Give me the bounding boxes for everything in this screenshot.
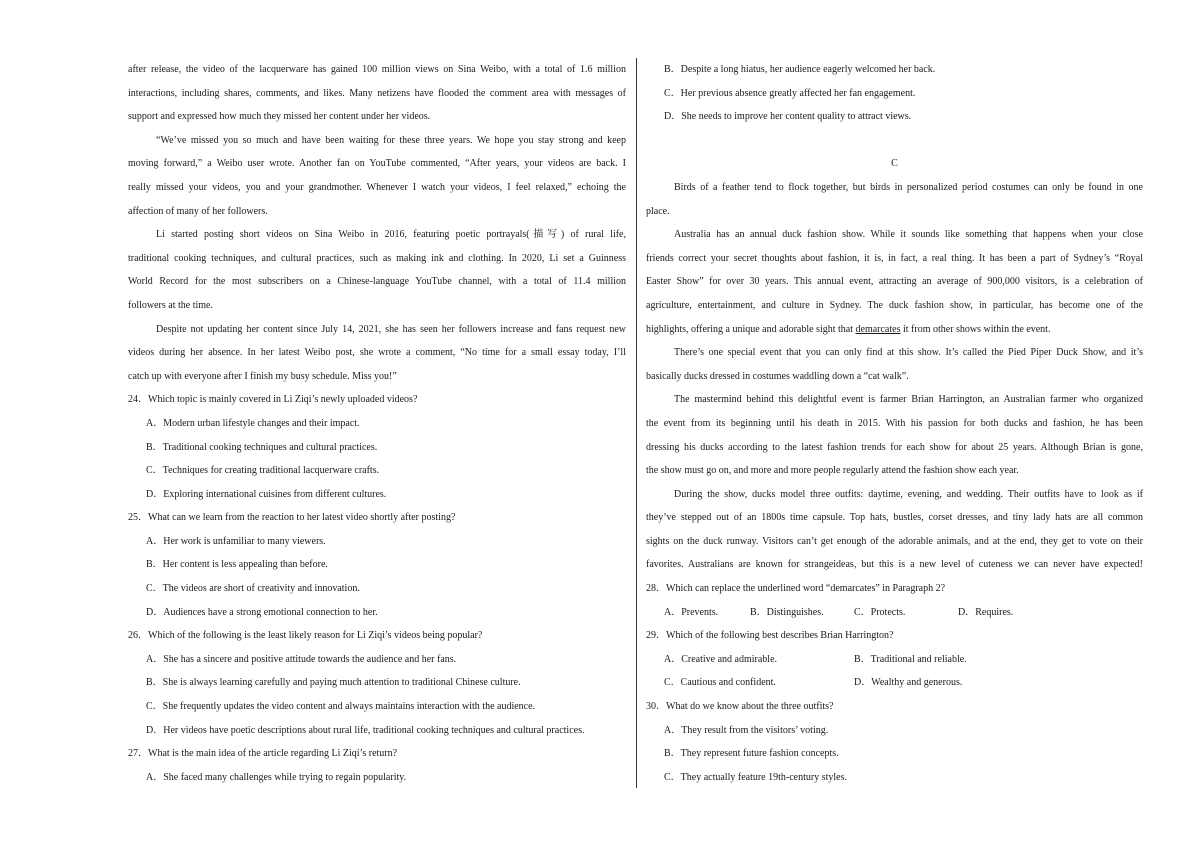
- text-line: dressing his ducks according to the latest fashion trends for each show for about 25 years. Although Brian is gone,: [646, 441, 1143, 453]
- question-30: [646, 695, 1143, 789]
- text-line: During the show, ducks model three outfits: daytime, evening, and wedding. Their outfits have to look as if: [674, 488, 1143, 500]
- answer-option-a[interactable]: A．They result from the visitors’ voting.: [664, 724, 829, 736]
- text-line: Easter Show” for over 30 years. This annual event, attracting an average of 900,000 visitors, is a celebration of: [646, 276, 1143, 288]
- question-28: [646, 577, 1143, 624]
- underlined-word: demarcates: [855, 323, 901, 335]
- question-26: [128, 624, 626, 742]
- passage-c-paragraph-4: [646, 388, 1143, 482]
- text-line: moving forward,” a Weibo user wrote. Another fan on YouTube commented, “After years, your videos are back. I: [128, 158, 626, 170]
- passage-c-paragraph-3: [646, 341, 1143, 388]
- text-line: “We’ve missed you so much and have been waiting for these three years. We hope you stay strong and keep: [156, 134, 626, 146]
- passage-c-paragraph-1: [646, 176, 1143, 223]
- text-line: support and expressed how much they missed her content under her videos.: [128, 111, 431, 123]
- text-line: traditional cooking techniques, and cultural practices, such as making ink and clothing. In 2020, Li set a Guinness: [128, 252, 626, 264]
- text-line: Birds of a feather tend to flock together, but birds in personalized period costumes can only be found in one: [674, 181, 1143, 193]
- answer-option-b[interactable]: B．They represent future fashion concepts.: [664, 748, 839, 760]
- text-line: Australia has an annual duck fashion show. While it sounds like something that happens when your close: [674, 229, 1143, 241]
- spacer: [646, 129, 1143, 153]
- text-line: place.: [646, 205, 670, 217]
- answer-option-d[interactable]: D．Wealthy and generous.: [854, 677, 963, 689]
- answer-option-b[interactable]: B．Despite a long hiatus, her audience eagerly welcomed her back.: [664, 64, 936, 75]
- question-25: [128, 506, 626, 624]
- answer-option-c[interactable]: C．They actually feature 19th-century styles.: [664, 771, 847, 783]
- text-line: basically ducks dressed in costumes waddling down a “cat walk”.: [646, 370, 909, 382]
- text-line: after release, the video of the lacquerware has gained 100 million views on Sina Weibo, with a total of 1.6 million: [128, 64, 626, 75]
- answer-option-a[interactable]: A．Modern urban lifestyle changes and their impact.: [146, 417, 360, 429]
- question-stem: 26．Which of the following is the least likely reason for Li Ziqi’s videos being popular?: [128, 630, 483, 642]
- answer-option-c[interactable]: C．Her previous absence greatly affected her fan engagement.: [664, 87, 916, 99]
- paragraph-2: [128, 129, 626, 223]
- answer-option-d[interactable]: D．She needs to improve her content quality to attract views.: [664, 111, 912, 123]
- column-divider: [636, 58, 637, 788]
- text-line: Li started posting short videos on Sina Weibo in 2016, featuring poetic portrayals(描写) of rural life,: [156, 229, 626, 241]
- answer-option-d[interactable]: D．Requires.: [958, 606, 1014, 618]
- question-stem: 25．What can we learn from the reaction to her latest video shortly after posting?: [128, 512, 456, 524]
- question-stem: 24．Which topic is mainly covered in Li Ziqi’s newly uploaded videos?: [128, 394, 418, 406]
- text-segment: highlights, offering a unique and adorable sight that: [646, 323, 856, 335]
- question-stem: 29．Which of the following best describes Brian Harrington?: [646, 630, 894, 642]
- options-row: [646, 601, 1143, 625]
- options-row: [646, 671, 1143, 695]
- text-line: catch up with everyone after I finish my busy schedule. Miss you!”: [128, 370, 397, 382]
- text-line: The mastermind behind this delightful event is farmer Brian Harrington, an Australian farmer who organized: [674, 394, 1143, 406]
- text-line: the show must go on, and more and more people regularly attend the fashion show each year.: [646, 465, 1019, 477]
- answer-option-a[interactable]: A．She faced many challenges while trying to regain popularity.: [146, 771, 407, 783]
- left-column: [128, 58, 626, 789]
- answer-option-b[interactable]: B．Her content is less appealing than before.: [146, 559, 328, 571]
- options-row: [646, 648, 1143, 672]
- passage-c-paragraph-2: [646, 223, 1143, 341]
- text-line: sights on the duck runway. Visitors can’t get enough of the adorable animals, and at the end, they get to vote on their: [646, 535, 1143, 547]
- answer-option-c[interactable]: C．Cautious and confident.: [664, 677, 776, 689]
- question-stem: 30．What do we know about the three outfits?: [646, 701, 834, 713]
- paragraph-1: [128, 58, 626, 129]
- answer-option-a[interactable]: A．Her work is unfamiliar to many viewers.: [146, 535, 326, 547]
- question-27: [128, 742, 626, 789]
- text-line: friends correct your secret thoughts about fashion, it is, in fact, a real thing. It has been a part of Sydney’s “Royal: [646, 252, 1143, 264]
- question-24: [128, 388, 626, 506]
- question-27-continued: [646, 58, 1143, 129]
- text-line: interactions, including shares, comments, and likes. Many netizens have flooded the comment area with messages of: [128, 87, 626, 99]
- text-line: There’s one special event that you can only find at this show. It’s called the Pied Piper Duck Show, and it’s: [674, 347, 1143, 359]
- text-line: affection of many of her followers.: [128, 205, 268, 217]
- answer-option-c[interactable]: C．Techniques for creating traditional lacquerware crafts.: [146, 465, 380, 477]
- answer-option-b[interactable]: B．Traditional and reliable.: [854, 653, 967, 665]
- answer-option-c[interactable]: C．She frequently updates the video content and always maintains interaction with the audience.: [146, 701, 536, 713]
- answer-option-c[interactable]: C．Protects.: [854, 606, 906, 618]
- text-segment: it from other shows within the event.: [900, 323, 1051, 335]
- paragraph-4: [128, 318, 626, 389]
- question-29: [646, 624, 1143, 695]
- text-line: agriculture, entertainment, and culture in Sydney. The duck fashion show, in particular, has become one of the: [646, 299, 1143, 311]
- answer-option-c[interactable]: C．The videos are short of creativity and innovation.: [146, 583, 360, 595]
- question-stem: 28．Which can replace the underlined word “demarcates” in Paragraph 2?: [646, 583, 946, 595]
- answer-option-b[interactable]: B．Traditional cooking techniques and cultural practices.: [146, 441, 378, 453]
- text-line: the event from its beginning until his death in 2015. With his passion for both ducks and fashion, he has been: [646, 417, 1143, 429]
- answer-option-b[interactable]: B．Distinguishes.: [750, 606, 824, 618]
- text-line: really missed your videos, you and your grandmother. Whenever I watch your videos, I feel relaxed,” echoing the: [128, 181, 626, 193]
- text-line: [646, 318, 1143, 342]
- text-line: followers at the time.: [128, 299, 213, 311]
- text-line: World Record for the most subscribers on a Chinese-language YouTube channel, with a total of 11.4 million: [128, 276, 626, 288]
- answer-option-d[interactable]: D．Her videos have poetic descriptions about rural life, traditional cooking techniques and cultural practices.: [146, 724, 585, 736]
- text-line: Despite not updating her content since July 14, 2021, she has seen her followers increase and fans request new: [156, 323, 626, 335]
- question-stem: 27．What is the main idea of the article regarding Li Ziqi’s return?: [128, 748, 398, 760]
- section-heading: C: [891, 158, 898, 170]
- answer-option-a[interactable]: A．She has a sincere and positive attitude towards the audience and her fans.: [146, 653, 457, 665]
- answer-option-d[interactable]: D．Audiences have a strong emotional connection to her.: [146, 606, 378, 618]
- passage-c-paragraph-5: [646, 483, 1143, 577]
- text-line: favorites. Australians are known for strangeideas, but this is a new level of cuteness we can never have expected!: [646, 559, 1143, 571]
- right-column: [646, 58, 1143, 789]
- paragraph-3: [128, 223, 626, 317]
- answer-option-a[interactable]: A．Prevents.: [664, 606, 719, 618]
- answer-option-a[interactable]: A．Creative and admirable.: [664, 653, 778, 665]
- text-line: videos during her absence. In her latest Weibo post, she wrote a comment, “No time for a small essay today, I’ll: [128, 347, 626, 359]
- answer-option-d[interactable]: D．Exploring international cuisines from different cultures.: [146, 488, 387, 500]
- text-line: they’ve stepped out of an 1800s time capsule. Top hats, bustles, corset dresses, and tiny lady hats are all common: [646, 512, 1143, 524]
- answer-option-b[interactable]: B．She is always learning carefully and paying much attention to traditional Chinese culture.: [146, 677, 521, 689]
